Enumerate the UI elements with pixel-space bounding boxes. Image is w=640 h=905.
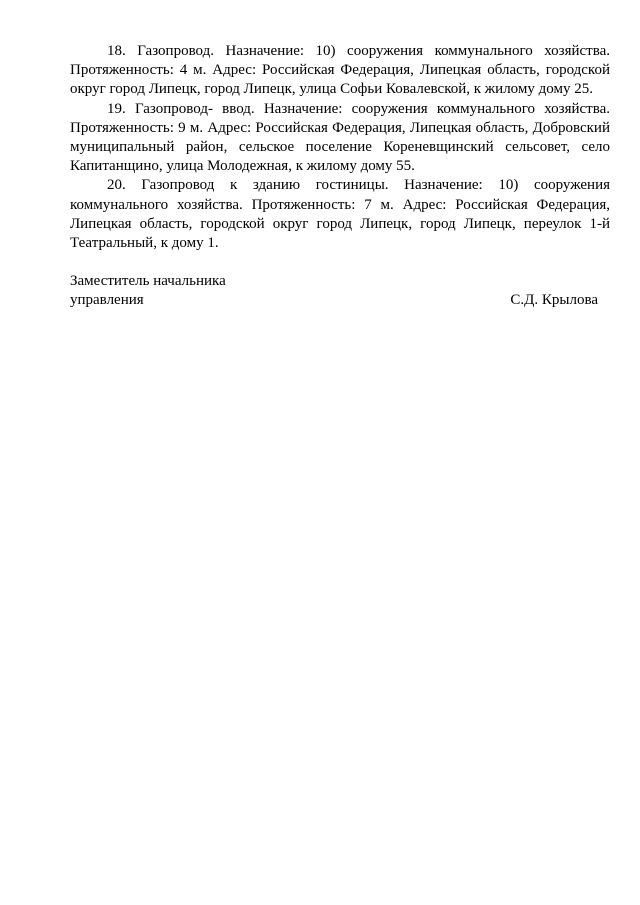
list-item-20 [70,176,610,253]
signature-block [70,272,598,310]
list-item-19 [70,100,610,177]
item-number: 18. [107,43,126,59]
list-item-18 [70,42,610,100]
item-number: 20. [107,177,126,194]
document-body [70,42,610,253]
item-text: Газопровод к зданию гостиницы. Назначение: 10) сооружения коммунального хозяйства. Протяженность: 7 м. Адрес: Российская Федерация, Липецкая область, городской округ город Липецк, город Липецк, переулок 1-й Театральный, к дому 1. [70,177,610,252]
signature-line [70,291,598,310]
item-text: Газопровод- ввод. Назначение: сооружения коммунального хозяйства. Протяженность: 9 м. Адрес: Российская Федерация, Липецкая область, Добровский муниципальный район, сельское поселение Кореневщинский сельсовет, село Капитанщино, улица Молодежная, к жилому дому 55. [70,100,611,175]
item-number: 19. [107,100,126,117]
signatory-name: С.Д. Крылова [510,292,598,309]
signatory-title-line2: управления [70,292,144,309]
item-text: Газопровод. Назначение: 10) сооружения коммунального хозяйства. Протяженность: 4 м. Адрес: Российская Федерация, Липецкая область, городской округ город Липецк, город Липецк, улица Софьи Ковалевской, к жилому дому 25. [70,43,611,98]
signatory-title-line1: Заместитель начальника [70,273,226,289]
